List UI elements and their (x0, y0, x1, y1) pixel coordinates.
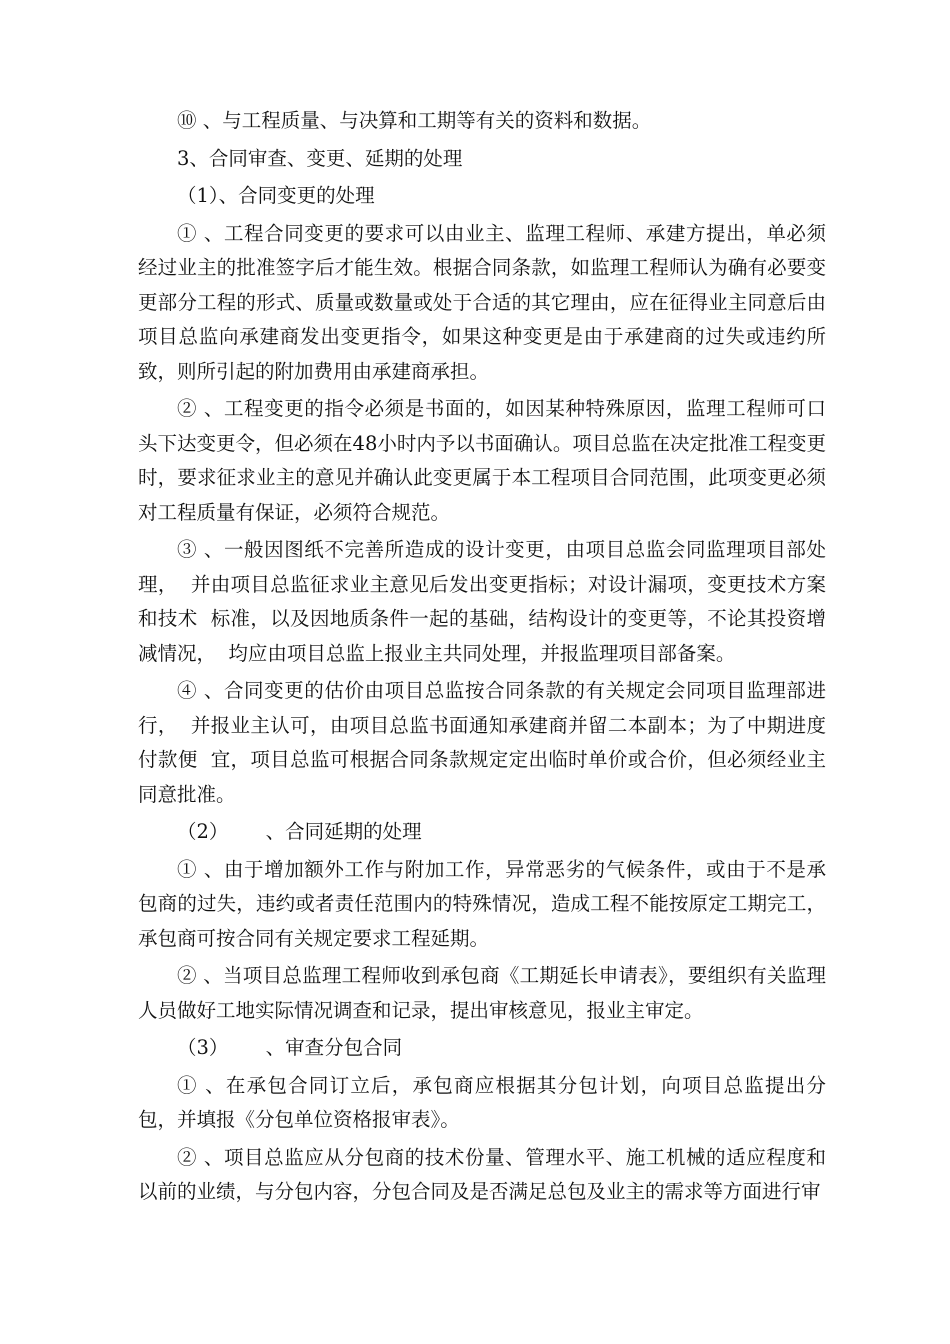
paragraph-subcontract-2: ② 、项目总监应从分包商的技术份量、管理水平、施工机械的适应程度和以前的业绩，与分包内容，分包合同及是否满足总包及业主的需求等方面进行审 (138, 1145, 826, 1203)
paragraph-change-4: ④ 、合同变更的估价由项目总监按合同条款的有关规定会同项目监理部进行， 并报业主认可，由项目总监书面通知承建商并留二本副本；为了中期进度付款便 宜，项目总监可根据合同条款规定定出临时单价或合价，但必须经业主同意批准。 (138, 679, 826, 806)
subsection-heading-1: （1）、合同变更的处理 (177, 184, 375, 207)
paragraph-extension-2: ② 、当项目总监理工程师收到承包商《工期延长申请表》，要组织有关监理人员做好工地实际情况调查和记录，提出审核意见，报业主审定。 (138, 964, 826, 1022)
paragraph-change-1: ① 、工程合同变更的要求可以由业主、监理工程师、承建方提出，单必须经过业主的批准签字后才能生效。根据合同条款，如监理工程师认为确有必要变更部分工程的形式、质量或数量或处于合适的其它理由，应在征得业主同意后由项目总监向承建商发出变更指令，如果这种变更是由于承建商的过失或违约所致，则所引起的附加费用由承建商承担。 (138, 221, 826, 383)
paragraph-subcontract-1: ① 、在承包合同订立后，承包商应根据其分包计划，向项目总监提出分包，并填报《分包单位资格报审表》。 (138, 1073, 826, 1131)
section-heading-3: 3、合同审查、变更、延期的处理 (177, 146, 463, 170)
subsection-heading-2: （2） 、合同延期的处理 (177, 820, 422, 843)
document-body (138, 104, 826, 1213)
list-item-10: ⑩ 、与工程质量、与决算和工期等有关的资料和数据。 (177, 109, 652, 132)
paragraph-change-3: ③ 、一般因图纸不完善所造成的设计变更，由项目总监会同监理项目部处理， 并由项目总监征求业主意见后发出变更指标；对设计漏项，变更技术方案和技术 标准，以及因地质条件一起的基础，结构设计的变更等，不论其投资增减情况， 均应由项目总监上报业主共同处理，并报监理项目部备案。 (138, 538, 826, 665)
paragraph-extension-1: ① 、由于增加额外工作与附加工作，异常恶劣的气候条件，或由于不是承包商的过失，违约或者责任范围内的特殊情况，造成工程不能按原定工期完工，承包商可按合同有关规定要求工程延期。 (138, 857, 826, 950)
subsection-heading-3: （3） 、审查分包合同 (177, 1036, 403, 1059)
paragraph-change-2: ② 、工程变更的指令必须是书面的，如因某种特殊原因，监理工程师可口头下达变更令，但必须在48小时内予以书面确认。项目总监在决定批准工程变更时，要求征求业主的意见并确认此变更属于本工程项目合同范围，此项变更必须对工程质量有保证，必须符合规范。 (138, 397, 826, 524)
